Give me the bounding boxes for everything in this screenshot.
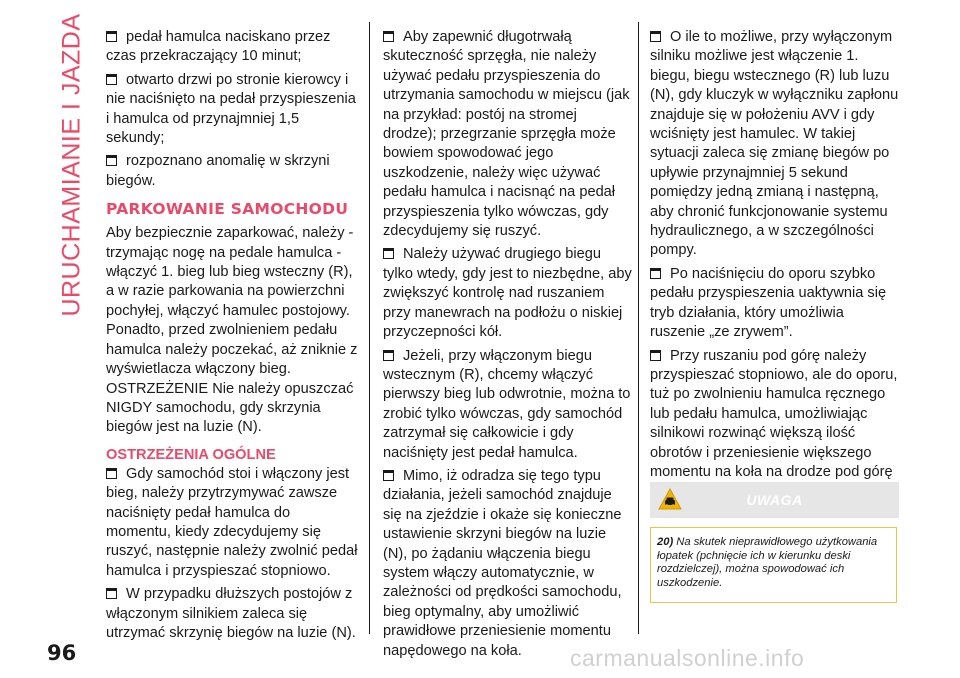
bullet-icon <box>650 268 661 279</box>
bullet-icon <box>383 31 394 42</box>
watermark: carmanualsonline.info <box>570 645 805 671</box>
bullet-icon <box>106 468 117 479</box>
column-3 <box>650 28 900 506</box>
bullet-icon <box>383 470 394 481</box>
section-heading: PARKOWANIE SAMOCHODU <box>106 200 349 219</box>
body-paragraph: Aby bezpiecznie zaparkować, należy - trzymając nogę na pedale hamulca - włączyć 1. bieg lub bieg wsteczny (R), a w razie parkowania na powierzchni pochyłej, włączyć hamulec postojowy. Ponadto, przed zwolnieniem pedału hamulca należy poczekać, aż zniknie z wyświetlacza włączony bieg. OSTRZEŻENIE Nie należy opuszczać NIGDY samochodu, gdy skrzynia biegów jest na luzie (N). <box>106 225 358 436</box>
bullet-icon <box>383 248 394 259</box>
bullet-icon <box>106 31 117 42</box>
bullet-item: Należy używać drugiego biegu tylko wtedy, gdy jest to niezbędne, aby zwiększyć kontrolę nad ruszaniem przy manewrach na podłożu o niskiej przyczepności kół. <box>383 246 632 341</box>
bullet-item: otwarto drzwi po stronie kierowcy i nie naciśnięto na pedał przyspieszenia i hamulca od przynajmniej 1,5 sekundy; <box>106 71 356 147</box>
warning-title: UWAGA <box>746 492 803 508</box>
section-side-title <box>52 13 92 317</box>
bullet-item: Gdy samochód stoi i włączony jest bieg, należy przytrzymywać zawsze naciśnięty pedał hamulca do momentu, kiedy zdecydujemy się ruszyć, następnie należy zwolnić pedał hamulca i przyspieszać stopniowo. <box>106 465 358 579</box>
page-number: 96 <box>47 641 77 665</box>
warning-header <box>650 482 899 518</box>
bullet-item: rozpoznano anomalię w skrzyni biegów. <box>106 153 330 189</box>
column-1 <box>106 28 358 647</box>
bullet-icon <box>106 74 117 85</box>
column-divider <box>369 22 370 634</box>
bullet-icon <box>650 350 661 361</box>
side-title-text: URUCHAMIANIE I JAZDA <box>57 13 86 317</box>
column-2 <box>383 28 633 665</box>
bullet-item: O ile to możliwe, przy wyłączonym silniku możliwe jest włączenie 1. biegu, biegu wstecznego (R) lub luzu (N), gdy kluczyk w wyłączniku zapłonu znajduje się w położeniu AVV i gdy wciśnięty jest hamulec. W takiej sytuacji zaleca się zmianę biegów po upływie przynajmniej 5 sekund pomiędzy jedną zmianą i następną, aby chronić funkcjonowanie systemu hydraulicznego, a w szczególności pompy. <box>650 29 899 259</box>
bullet-icon <box>106 588 117 599</box>
bullet-item: Mimo, iż odradza się tego typu działania, jeżeli samochód znajduje się na zjeździe i okaże się konieczne ustawienie skrzyni biegów na luzie (N), po żądaniu włączenia biegu system włączy automatycznie, w zależności od prędkości samochodu, bieg optymalny, aby umożliwić prawidłowe przeniesienie momentu napędowego na koła. <box>383 467 622 659</box>
bullet-icon <box>106 155 117 166</box>
bullet-item: Po naciśnięciu do oporu szybko pedału przyspieszenia uaktywnia się tryb działania, który umożliwia ruszenie „ze zrywem”. <box>650 265 887 341</box>
bullet-item: pedał hamulca naciskano przez czas przekraczający 10 minut; <box>106 29 331 65</box>
bullet-item: W przypadku dłuższych postojów z włączonym silnikiem zaleca się utrzymać skrzynię biegów na luzie (N). <box>106 586 356 641</box>
warning-number: 20) <box>657 536 674 548</box>
bullet-icon <box>650 31 661 42</box>
bullet-icon <box>383 350 394 361</box>
bullet-item: Aby zapewnić długotrwałą skuteczność sprzęgła, nie należy używać pedału przyspieszenia do utrzymania samochodu w miejscu (jak na przykład: postój na stromej drodze); przegrzanie sprzęgła może bowiem spowodować jego uszkodzenie, należy więc używać pedału hamulca i nacisnąć na pedał przyspieszenia tylko wówczas, gdy zdecydujemy się ruszyć. <box>383 29 630 240</box>
column-divider <box>638 22 639 634</box>
bullet-item: Przy ruszaniu pod górę należy przyspieszać stopniowo, ale do oporu, tuż po zwolnieniu hamulca ręcznego lub pedału hamulca, umożliwiając silnikowi rozwinąć większą ilość obrotów i przeniesienie większego momentu na koła na drodze pod górę <box>650 347 898 480</box>
bullet-item: Jeżeli, przy włączonym biegu wstecznym (R), chcemy włączyć pierwszy bieg lub odwrotnie, można to zrobić tylko wówczas, gdy samochód zatrzymał się całkowicie i gdy naciśnięty jest pedał hamulca. <box>383 347 631 461</box>
warning-box <box>650 527 897 603</box>
warning-text: Na skutek nieprawidłowego użytkowania łopatek (pchnięcie ich w kierunku deski rozdzielczej), można spowodować ich uszkodzenie. <box>657 536 878 589</box>
subsection-heading: OSTRZEŻENIA OGÓLNE <box>106 446 276 463</box>
